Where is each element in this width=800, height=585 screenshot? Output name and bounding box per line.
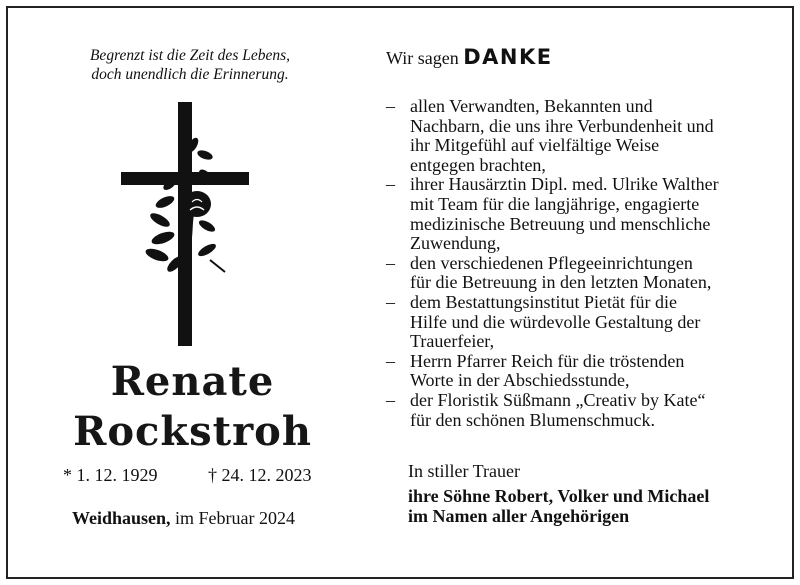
dash-bullet: – — [386, 389, 395, 410]
dash-bullet: – — [386, 96, 395, 116]
item-line: Trauerfeier, — [410, 331, 495, 352]
thanks-list — [386, 97, 766, 430]
birth-date: * 1. 12. 1929 — [63, 465, 158, 485]
mourning-line: In stiller Trauer — [408, 461, 520, 481]
item-line: den verschiedenen Pflegeeinrichtungen — [410, 252, 693, 273]
death-date: † 24. 12. 2023 — [208, 465, 312, 485]
list-item — [386, 175, 766, 253]
item-line: ihrer Hausärztin Dipl. med. Ulrike Walther — [410, 174, 719, 195]
list-item — [386, 254, 766, 293]
place-date — [72, 508, 295, 529]
dash-bullet: – — [386, 350, 395, 371]
quote-line-1: Begrenzt ist die Zeit des Lebens, — [89, 47, 291, 64]
deceased-first-name: Renate — [110, 358, 275, 405]
item-line: mit Team für die langjährige, engagierte — [410, 193, 700, 214]
item-line: Worte in der Abschiedsstunde, — [410, 370, 630, 391]
dash-bullet: – — [386, 252, 395, 273]
dash-bullet: – — [386, 174, 395, 195]
thanks-word: DANKE — [463, 45, 553, 69]
list-item — [386, 97, 766, 175]
memorial-quote — [40, 46, 340, 84]
cross-with-rose-icon — [115, 100, 255, 350]
publication-date: im Februar 2024 — [175, 508, 296, 528]
item-line: für den schönen Blumenschmuck. — [410, 409, 655, 430]
item-line: Nachbarn, die uns ihre Verbundenheit und — [410, 115, 714, 136]
item-line: Zuwendung, — [410, 233, 501, 254]
item-line: ihr Mitgefühl auf vielfältige Weise — [410, 135, 660, 156]
signature-line-1: ihre Söhne Robert, Volker und Michael — [408, 486, 710, 506]
signature — [408, 486, 709, 526]
deceased-last-name: Rockstroh — [73, 408, 312, 455]
item-line: allen Verwandten, Bekannten und — [410, 96, 653, 116]
thanks-prefix: Wir sagen — [386, 48, 459, 68]
item-line: der Floristik Süßmann „Creativ by Kate“ — [410, 389, 706, 410]
place-name: Weidhausen, — [72, 508, 171, 528]
list-item — [386, 391, 766, 430]
item-line: Hilfe und die würdevolle Gestaltung der — [410, 311, 701, 332]
list-item — [386, 352, 766, 391]
item-line: dem Bestattungsinstitut Pietät für die — [410, 291, 677, 312]
list-item — [386, 293, 766, 352]
item-line: entgegen brachten, — [410, 154, 546, 175]
signature-line-2: im Namen aller Angehörigen — [408, 506, 630, 526]
thanks-heading — [386, 45, 766, 69]
item-line: für die Betreuung in den letzten Monaten, — [410, 272, 712, 293]
quote-line-2: doch unendlich die Erinnerung. — [91, 66, 289, 83]
item-line: Herrn Pfarrer Reich für die tröstenden — [410, 350, 685, 371]
item-line: medizinische Betreuung und menschliche — [410, 213, 711, 234]
dash-bullet: – — [386, 291, 395, 312]
